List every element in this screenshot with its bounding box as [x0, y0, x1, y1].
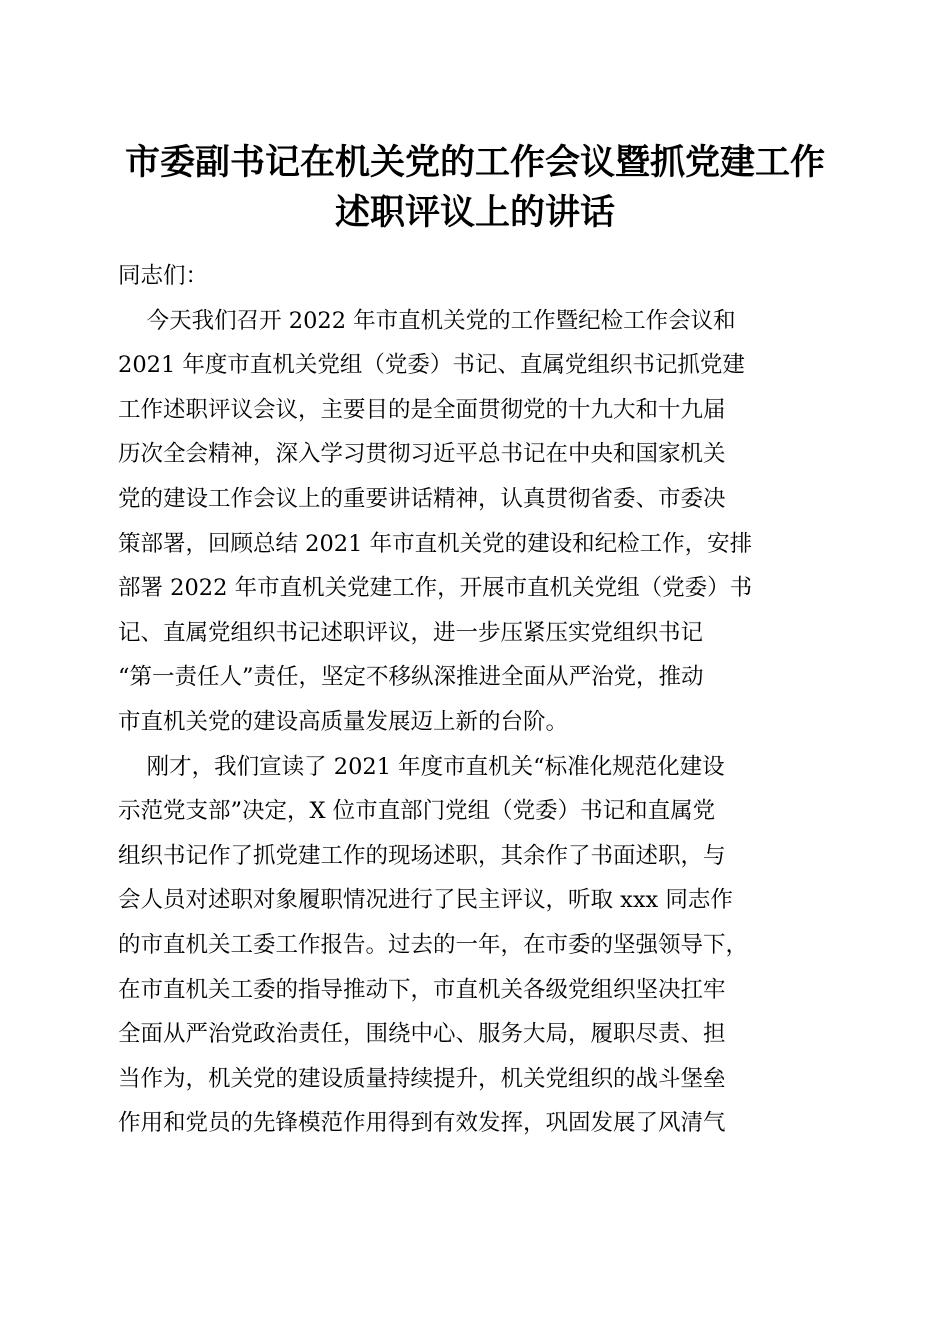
body-line: 全面从严治党政治责任，围绕中心、服务大局，履职尽责、担 [118, 1021, 726, 1048]
title-line-2: 述职评议上的讲话 [334, 192, 615, 233]
body-line: 历次全会精神，深入学习贯彻习近平总书记在中央和国家机关 [118, 441, 726, 468]
body-line: 部署 2022 年市直机关党建工作，开展市直机关党组（党委）书 [118, 575, 753, 602]
body-line: 今天我们召开 2022 年市直机关党的工作暨纪检工作会议和 [118, 307, 736, 334]
body-line: 2021 年度市直机关党组（党委）书记、直属党组织书记抓党建 [118, 352, 745, 379]
body-line: 策部署，回顾总结 2021 年市直机关党的建设和纪检工作，安排 [118, 530, 753, 557]
body-line: 当作为，机关党的建设质量持续提升，机关党组织的战斗堡垒 [118, 1065, 726, 1092]
body-line: “第一责任人”责任，坚定不移纵深推进全面从严治党，推动 [118, 664, 704, 691]
body-line: 在市直机关工委的指导推动下，市直机关各级党组织坚决扛牢 [118, 976, 726, 1003]
document-body [118, 254, 838, 1146]
body-line: 作用和党员的先锋模范作用得到有效发挥，巩固发展了风清气 [118, 1110, 726, 1137]
body-line: 会人员对述职对象履职情况进行了民主评议，听取 xxx 同志作 [118, 887, 733, 914]
title-line-1: 市委副书记在机关党的工作会议暨抓党建工作 [124, 142, 825, 183]
body-line: 的市直机关工委工作报告。过去的一年，在市委的坚强领导下， [118, 931, 749, 958]
body-line: 组织书记作了抓党建工作的现场述职，其余作了书面述职，与 [118, 842, 726, 869]
body-line: 党的建设工作会议上的重要讲话精神，认真贯彻省委、市委决 [118, 485, 726, 512]
body-line: 刚才，我们宣读了 2021 年度市直机关“标准化规范化建设 [118, 753, 725, 780]
body-line: 记、直属党组织书记述职评议，进一步压紧压实党组织书记 [118, 619, 704, 646]
salutation-line: 同志们： [118, 263, 209, 289]
body-line: 市直机关党的建设高质量发展迈上新的台阶。 [118, 708, 569, 735]
document-title [100, 138, 850, 238]
body-line: 工作述职评议会议，主要目的是全面贯彻党的十九大和十九届 [118, 396, 726, 423]
body-line: 示范党支部”决定，X 位市直部门党组（党委）书记和直属党 [118, 798, 716, 825]
